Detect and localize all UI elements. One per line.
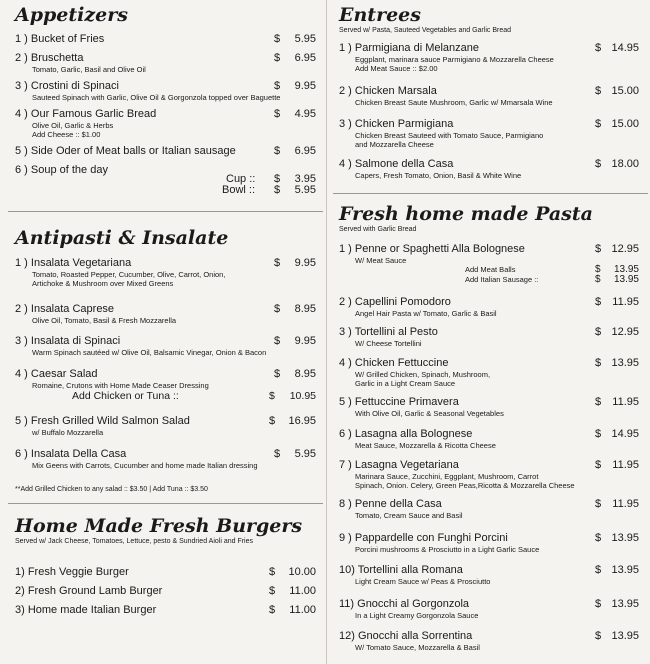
item-price: 14.95 — [611, 42, 639, 54]
currency-sign: $ — [274, 33, 281, 45]
menu-item — [333, 563, 650, 586]
item-description: Mix Geens with Carrots, Cucumber and home made Italian dressing — [32, 461, 258, 470]
item-name: 5 ) Fettuccine Primavera — [339, 396, 459, 408]
currency-sign: $ — [269, 585, 276, 597]
item-name: 1 ) Penne or Spaghetti Alla Bolognese — [339, 243, 525, 255]
currency-sign: $ — [269, 604, 276, 616]
item-price: 13.95 — [611, 630, 639, 642]
item-price: 5.95 — [294, 33, 316, 45]
currency-sign: $ — [274, 335, 281, 347]
menu-item — [0, 447, 325, 470]
item-description: Warm Spinach sautéed w/ Olive Oil, Balsamic Vinegar, Onion & Bacon — [32, 348, 267, 357]
currency-sign: $ — [595, 532, 602, 544]
menu-item — [333, 325, 650, 348]
item-name: 9 ) Pappardelle con Funghi Porcini — [339, 532, 508, 544]
currency-sign: $ — [595, 498, 602, 510]
item-name: 2 ) Insalata Caprese — [15, 303, 115, 315]
item-name: 8 ) Penne della Casa — [339, 498, 442, 510]
caesar-add-label: Add Chicken or Tuna :: — [72, 390, 179, 402]
item-name: 2 ) Chicken Marsala — [339, 85, 437, 97]
menu-item — [0, 107, 325, 139]
currency-sign: $ — [595, 42, 602, 54]
item-price: 11.95 — [612, 498, 639, 510]
bowl-price: 5.95 — [294, 184, 316, 196]
menu-item — [0, 367, 325, 403]
pasta-addon-meatballs — [333, 265, 650, 275]
currency-sign: $ — [595, 264, 601, 275]
salad-addon-note: **Add Grilled Chicken to any salad :: $3.50 | Add Tuna :: $3.50 — [15, 486, 208, 493]
item-name: 3 ) Insalata di Spinaci — [15, 335, 121, 347]
item-name: 1 ) Insalata Vegetariana — [15, 257, 132, 269]
menu-item — [0, 414, 325, 437]
item-price: 6.95 — [294, 145, 316, 157]
entrees-subtitle: Served w/ Pasta, Sauteed Vegetables and Garlic Bread — [339, 27, 511, 34]
menu-item — [333, 395, 650, 418]
item-name: 3 ) Crostini di Spinaci — [15, 80, 119, 92]
addon-price: 13.95 — [613, 274, 639, 285]
item-price: 12.95 — [611, 326, 639, 338]
item-price: 11.95 — [612, 296, 639, 308]
item-price: 13.95 — [611, 532, 639, 544]
column-divider — [326, 0, 327, 664]
currency-sign: $ — [274, 52, 281, 64]
item-description: w/ Buffalo Mozzarella — [32, 428, 104, 437]
item-description: W/ Tomato Sauce, Mozzarella & Basil — [355, 643, 480, 652]
section-rule — [8, 211, 323, 212]
item-description: In a Light Creamy Gorgonzola Sauce — [355, 611, 479, 620]
pasta-addon-sausage — [333, 275, 650, 285]
menu-item — [333, 427, 650, 450]
currency-sign: $ — [595, 85, 602, 97]
item-price: 16.95 — [288, 415, 316, 427]
menu-item — [333, 356, 650, 388]
item-name: 4 ) Chicken Fettuccine — [339, 357, 449, 369]
item-price: 10.00 — [288, 566, 316, 578]
item-price: 15.00 — [611, 85, 639, 97]
currency-sign: $ — [595, 459, 602, 471]
currency-sign: $ — [595, 428, 602, 440]
item-description: Tomato, Garlic, Basil and Olive Oil — [32, 65, 146, 74]
addon-label: Add Meat Balls — [465, 265, 516, 274]
item-description: Chicken Breast Saute Mushroom, Garlic w/ Mmarsala Wine — [355, 98, 553, 107]
menu-item — [333, 157, 650, 180]
item-price: 9.95 — [294, 335, 316, 347]
item-description: Olive Oil, Tomato, Basil & Fresh Mozzarella — [32, 316, 177, 325]
item-price: 13.95 — [611, 564, 639, 576]
item-price: 8.95 — [294, 368, 316, 380]
item-description: Porcini mushrooms & Prosciutto in a Light Garlic Sauce — [355, 545, 540, 554]
currency-sign: $ — [274, 368, 281, 380]
caesar-add-price: 10.95 — [289, 390, 316, 402]
item-price: 11.00 — [289, 585, 316, 597]
item-price: 4.95 — [294, 108, 316, 120]
item-name: 2 ) Bruschetta — [15, 52, 84, 64]
menu-item — [333, 497, 650, 520]
item-price: 18.00 — [611, 158, 639, 170]
entrees-heading: Entrees — [339, 4, 421, 26]
menu-item — [0, 334, 325, 357]
item-price: 14.95 — [611, 428, 639, 440]
item-addon: Add Meat Sauce :: $2.00 — [355, 64, 438, 73]
menu-item — [0, 256, 325, 288]
currency-sign: $ — [595, 357, 602, 369]
item-name: 7 ) Lasagna Vegetariana — [339, 459, 459, 471]
currency-sign: $ — [595, 243, 602, 255]
item-name: 3 ) Tortellini al Pesto — [339, 326, 438, 338]
item-name: 2) Fresh Ground Lamb Burger — [15, 585, 163, 597]
item-description: Tomato, Cream Sauce and Basil — [355, 511, 463, 520]
menu-item — [0, 603, 325, 617]
item-description: Artichoke & Mushroom over Mixed Greens — [32, 279, 174, 288]
currency-sign: $ — [274, 303, 281, 315]
item-description: Light Cream Sauce w/ Peas & Prosciutto — [355, 577, 491, 586]
item-price: 9.95 — [294, 257, 316, 269]
menu-item — [0, 51, 325, 74]
item-name: 4 ) Our Famous Garlic Bread — [15, 108, 157, 120]
item-description: and Mozzarella Cheese — [355, 140, 434, 149]
item-description: Chicken Breast Sauteed with Tomato Sauce, Parmigiano — [355, 131, 544, 140]
currency-sign: $ — [595, 396, 602, 408]
currency-sign: $ — [274, 145, 281, 157]
menu-item — [333, 117, 650, 149]
item-description: Sauteed Spinach with Garlic, Olive Oil & Gorgonzola topped over Baguette — [32, 93, 281, 102]
menu-item — [333, 458, 650, 490]
item-name: 2 ) Capellini Pomodoro — [339, 296, 451, 308]
antipasti-heading: Antipasti & Insalate — [15, 227, 229, 249]
currency-sign: $ — [274, 257, 281, 269]
item-description: W/ Grilled Chicken, Spinach, Mushroom, — [355, 370, 491, 379]
menu-item — [0, 79, 325, 102]
currency-sign: $ — [274, 173, 281, 185]
currency-sign: $ — [274, 108, 281, 120]
appetizers-heading: Appetizers — [15, 4, 128, 26]
item-price: 8.95 — [294, 303, 316, 315]
item-description: Romaine, Crutons with Home Made Ceaser Dressing — [32, 381, 209, 390]
item-price: 11.95 — [612, 396, 639, 408]
item-name: 3) Home made Italian Burger — [15, 604, 157, 616]
currency-sign: $ — [269, 566, 276, 578]
item-name: 6 ) Soup of the day — [15, 164, 108, 176]
item-name: 5 ) Side Oder of Meat balls or Italian sausage — [15, 145, 236, 157]
menu-item — [333, 597, 650, 620]
currency-sign: $ — [595, 630, 602, 642]
item-name: 1 ) Bucket of Fries — [15, 33, 105, 45]
menu-item — [0, 565, 325, 579]
currency-sign: $ — [274, 184, 281, 196]
item-description: W/ Meat Sauce — [355, 256, 407, 265]
currency-sign: $ — [595, 158, 602, 170]
currency-sign: $ — [595, 118, 602, 130]
item-description: Meat Sauce, Mozzarella & Ricotta Cheese — [355, 441, 496, 450]
currency-sign: $ — [269, 390, 275, 402]
item-name: 4 ) Caesar Salad — [15, 368, 98, 380]
menu-item — [333, 242, 650, 285]
addon-label: Add Italian Sausage :: — [465, 275, 539, 284]
cup-label: Cup :: — [226, 173, 256, 185]
item-description: Capers, Fresh Tomato, Onion, Basil & White Wine — [355, 171, 522, 180]
currency-sign: $ — [274, 80, 281, 92]
addon-price: 13.95 — [613, 264, 639, 275]
menu-item — [0, 584, 325, 598]
menu-item — [333, 41, 650, 73]
item-description: Marinara Sauce, Zucchini, Eggplant, Mushroom, Carrot — [355, 472, 539, 481]
item-description: With Olive Oil, Garlic & Seasonal Vegetables — [355, 409, 504, 418]
menu-item — [333, 629, 650, 652]
item-name: 1 ) Parmigiana di Melanzane — [339, 42, 480, 54]
menu-item — [333, 295, 650, 318]
section-rule — [333, 193, 648, 194]
item-price: 5.95 — [294, 448, 316, 460]
menu-item — [0, 32, 325, 46]
menu-item — [0, 302, 325, 325]
menu-item — [333, 531, 650, 554]
item-name: 5 ) Fresh Grilled Wild Salmon Salad — [15, 415, 190, 427]
item-description: Olive Oil, Garlic & Herbs — [32, 121, 114, 130]
item-description: Angel Hair Pasta w/ Tomato, Garlic & Basil — [355, 309, 497, 318]
item-price: 15.00 — [611, 118, 639, 130]
item-name: 3 ) Chicken Parmigiana — [339, 118, 454, 130]
currency-sign: $ — [595, 326, 602, 338]
bowl-label: Bowl :: — [222, 184, 256, 196]
item-addon: Add Cheese :: $1.00 — [32, 130, 101, 139]
item-description: Garlic in a Light Cream Sauce — [355, 379, 456, 388]
currency-sign: $ — [595, 564, 602, 576]
item-description: Eggplant, marinara sauce Parmigiano & Mozzarella Cheese — [355, 55, 554, 64]
item-description: Spinach, Onion. Celery, Green Peas,Ricotta & Mozzarella Cheese — [355, 481, 575, 490]
item-name: 10) Tortellini alla Romana — [339, 564, 463, 576]
item-price: 13.95 — [611, 598, 639, 610]
item-description: Tomato, Roasted Pepper, Cucumber, Olive, Carrot, Onion, — [32, 270, 226, 279]
item-price: 9.95 — [294, 80, 316, 92]
soup-bowl-row — [0, 183, 325, 197]
item-price: 11.95 — [612, 459, 639, 471]
item-name: 6 ) Insalata Della Casa — [15, 448, 127, 460]
item-price: 6.95 — [294, 52, 316, 64]
cup-price: 3.95 — [294, 173, 316, 185]
item-name: 11) Gnocchi al Gorgonzola — [339, 598, 470, 610]
currency-sign: $ — [274, 448, 281, 460]
currency-sign: $ — [595, 296, 602, 308]
currency-sign: $ — [269, 415, 276, 427]
currency-sign: $ — [595, 274, 601, 285]
item-price: 13.95 — [611, 357, 639, 369]
burgers-heading: Home Made Fresh Burgers — [15, 515, 303, 537]
burgers-subtitle: Served w/ Jack Cheese, Tomatoes, Lettuce, pesto & Sundried Aioli and Fries — [15, 538, 253, 545]
currency-sign: $ — [595, 598, 602, 610]
pasta-heading: Fresh home made Pasta — [339, 203, 593, 225]
menu-item — [0, 144, 325, 158]
item-name: 12) Gnocchi alla Sorrentina — [339, 630, 473, 642]
item-description: W/ Cheese Tortellini — [355, 339, 422, 348]
item-name: 4 ) Salmone della Casa — [339, 158, 454, 170]
section-rule — [8, 503, 323, 504]
menu-item — [333, 84, 650, 107]
item-name: 1) Fresh Veggie Burger — [15, 566, 129, 578]
pasta-subtitle: Served with Garlic Bread — [339, 226, 417, 233]
item-price: 11.00 — [289, 604, 316, 616]
item-name: 6 ) Lasagna alla Bolognese — [339, 428, 473, 440]
item-price: 12.95 — [611, 243, 639, 255]
